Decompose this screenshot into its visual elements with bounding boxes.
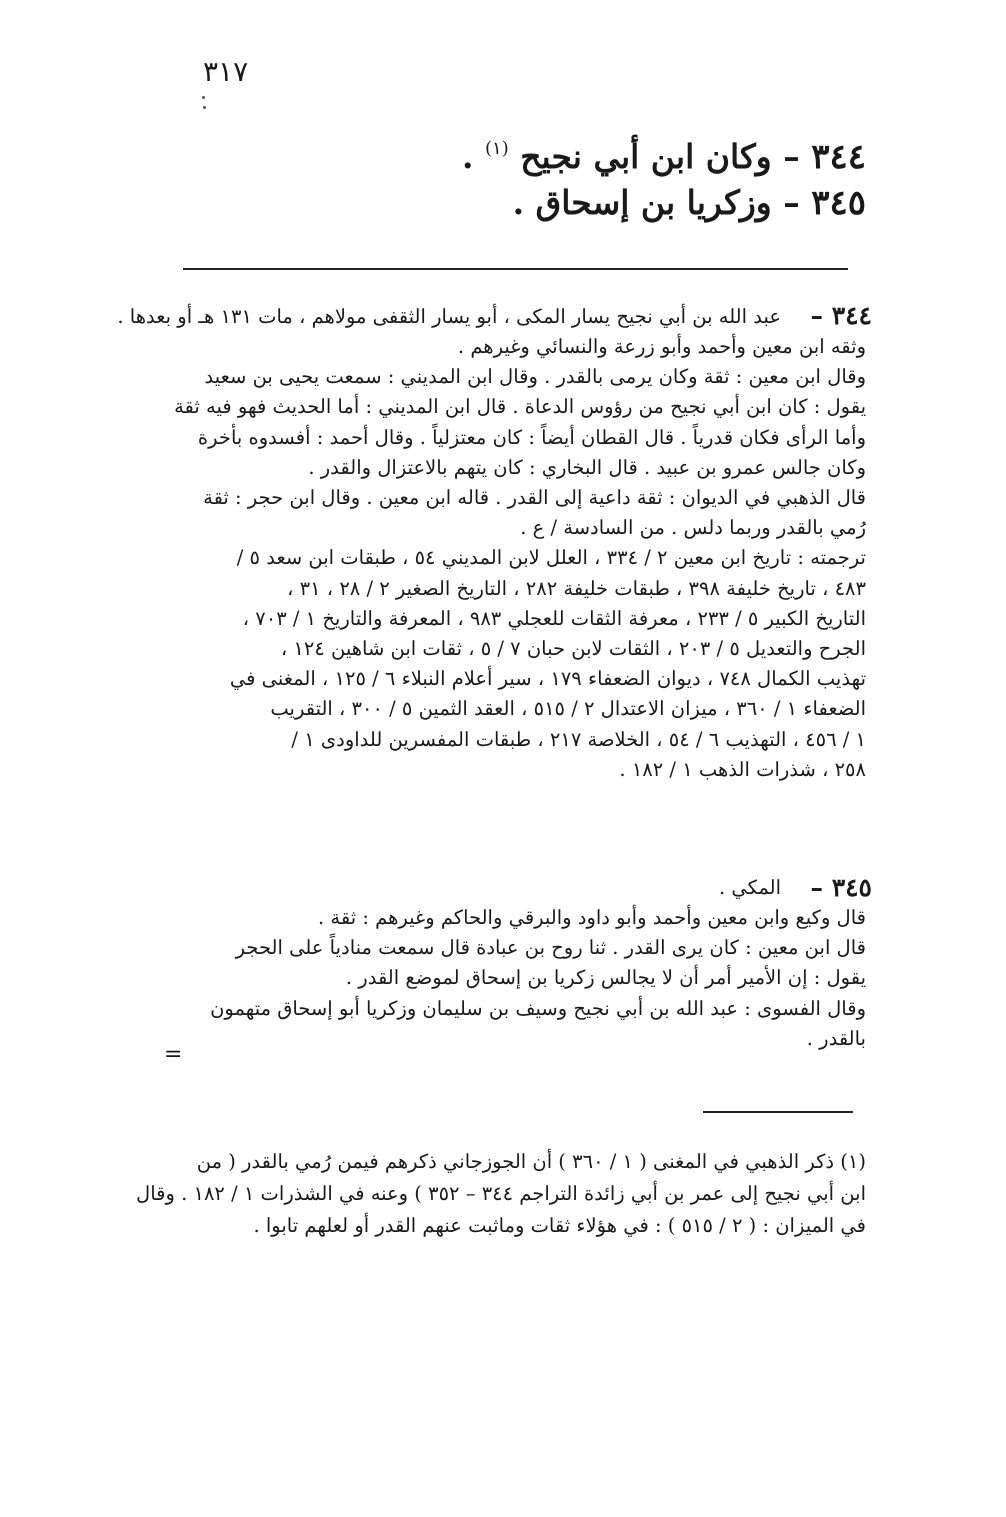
commentary-345 <box>165 873 781 903</box>
footnote-reference: (١) <box>484 138 509 159</box>
commentary-line: المكي . <box>718 876 781 899</box>
commentary-line: وكان جالس عمرو بن عبيد . قال البخاري : كان يتهم بالاعتزال والقدر . <box>308 455 866 479</box>
footnote-line: (١) ذكر الذهبي في المغنى ( ١ / ٣٦٠ ) أن الجوزجاني ذكرهم فيمن رُمي بالقدر ( من <box>196 1150 866 1173</box>
entry-dash: – <box>783 137 800 176</box>
main-entry-344 <box>461 137 866 177</box>
commentary-line: ٢٥٨ ، شذرات الذهب ١ / ١٨٢ . <box>619 757 866 781</box>
entry-end: . <box>461 137 474 176</box>
commentary-344-body <box>170 332 866 785</box>
commentary-line: ٤٨٣ ، تاريخ خليفة ٣٩٨ ، طبقات خليفة ٢٨٢ ، التاريخ الصغير ٢ / ٢٨ ، ٣١ ، <box>287 576 866 600</box>
commentary-line: التاريخ الكبير ٥ / ٢٣٣ ، معرفة الثقات للعجلي ٩٨٣ ، المعرفة والتاريخ ١ / ٧٠٣ ، <box>242 606 866 630</box>
commentary-line: يقول : إن الأمير أمر أن لا يجالس زكريا بن إسحاق لموضع القدر . <box>345 966 866 990</box>
commentary-line: ١ / ٤٥٦ ، التهذيب ٦ / ٥٤ ، الخلاصة ٢١٧ ، طبقات المفسرين للداودى ١ / <box>291 727 866 751</box>
commentary-line: رُمي بالقدر وربما دلس . من السادسة / ع . <box>520 516 866 540</box>
footnote-rule <box>703 1111 853 1113</box>
commentary-line: قال الذهبي في الديوان : ثقة داعية إلى القدر . قاله ابن معين . وقال ابن حجر : ثقة <box>203 486 866 510</box>
entry-number: ٣٤٥ <box>811 183 866 223</box>
commentary-line: الضعفاء ١ / ٣٦٠ ، ميزان الاعتدال ٢ / ٥١٥ ، العقد الثمين ٥ / ٣٠٠ ، التقريب <box>270 697 866 721</box>
commentary-line: قال ابن معين : كان يرى القدر . ثنا روح بن عبادة قال سمعت منادياً على الحجر <box>235 936 866 960</box>
scan-speck <box>202 96 205 99</box>
commentary-line: وقال الفسوى : عبد الله بن أبي نجيح وسيف بن سليمان وزكريا أبو إسحاق متهمون <box>210 996 866 1020</box>
commentary-344 <box>117 302 781 332</box>
divider-rule <box>183 268 848 270</box>
commentary-line: وأما الرأى فكان قدرياً . قال القطان أيضاً : كان معتزلياً . وقال أحمد : أفسدوه بأخرة <box>197 425 866 449</box>
commentary-line: الجرح والتعديل ٥ / ٢٠٣ ، الثقات لابن حبان ٧ / ٥ ، ثقات ابن شاهين ١٢٤ ، <box>280 637 866 661</box>
footnote-line: في الميزان : ( ٢ / ٥١٥ ) : في هؤلاء ثقات وماثبت عنهم القدر أو لعلهم تابوا . <box>253 1214 866 1237</box>
commentary-line: وثقه ابن معين وأحمد وأبو زرعة والنسائي وغيرهم . <box>457 335 866 358</box>
commentary-number-344: ٣٤٤ – <box>810 301 872 330</box>
continuation-mark: = <box>164 1042 183 1067</box>
entry-text: وكان ابن أبي نجيح <box>520 137 772 176</box>
commentary-line: قال وكيع وابن معين وأحمد وأبو داود والبرقي والحاكم وغيرهم : ثقة . <box>318 906 866 929</box>
commentary-number-345: ٣٤٥ – <box>810 873 872 902</box>
commentary-line: بالقدر . <box>806 1026 866 1050</box>
entry-dash: – <box>783 183 800 222</box>
commentary-line: يقول : كان ابن أبي نجيح من رؤوس الدعاة . قال ابن المديني : أما الحديث فهو فيه ثقة <box>174 395 866 419</box>
commentary-345-body <box>170 903 866 1054</box>
footnote <box>136 1146 866 1242</box>
main-entry-345 <box>512 183 866 223</box>
commentary-line: تهذيب الكمال ٧٤٨ ، ديوان الضعفاء ١٧٩ ، سير أعلام النبلاء ٦ / ١٢٥ ، المغنى في <box>229 667 866 691</box>
entry-text: وزكريا بن إسحاق . <box>512 183 772 222</box>
page-number: ٣١٧ <box>203 55 249 88</box>
commentary-line: ترجمته : تاريخ ابن معين ٢ / ٣٣٤ ، العلل لابن المديني ٥٤ ، طبقات ابن سعد ٥ / <box>236 546 866 570</box>
commentary-line: وقال ابن معين : ثقة وكان يرمى بالقدر . وقال ابن المديني : سمعت يحيى بن سعيد <box>204 365 866 389</box>
footnote-line: ابن أبي نجيح إلى عمر بن أبي زائدة التراجم ٣٤٤ – ٣٥٢ ) وعنه في الشذرات ١ / ١٨٢ . وقال <box>136 1182 866 1205</box>
commentary-line: عبد الله بن أبي نجيح يسار المكى ، أبو يسار الثقفى مولاهم ، مات ١٣١ هـ أو بعدها . <box>117 305 781 328</box>
entry-number: ٣٤٤ <box>811 137 866 177</box>
scan-speck <box>203 106 206 109</box>
